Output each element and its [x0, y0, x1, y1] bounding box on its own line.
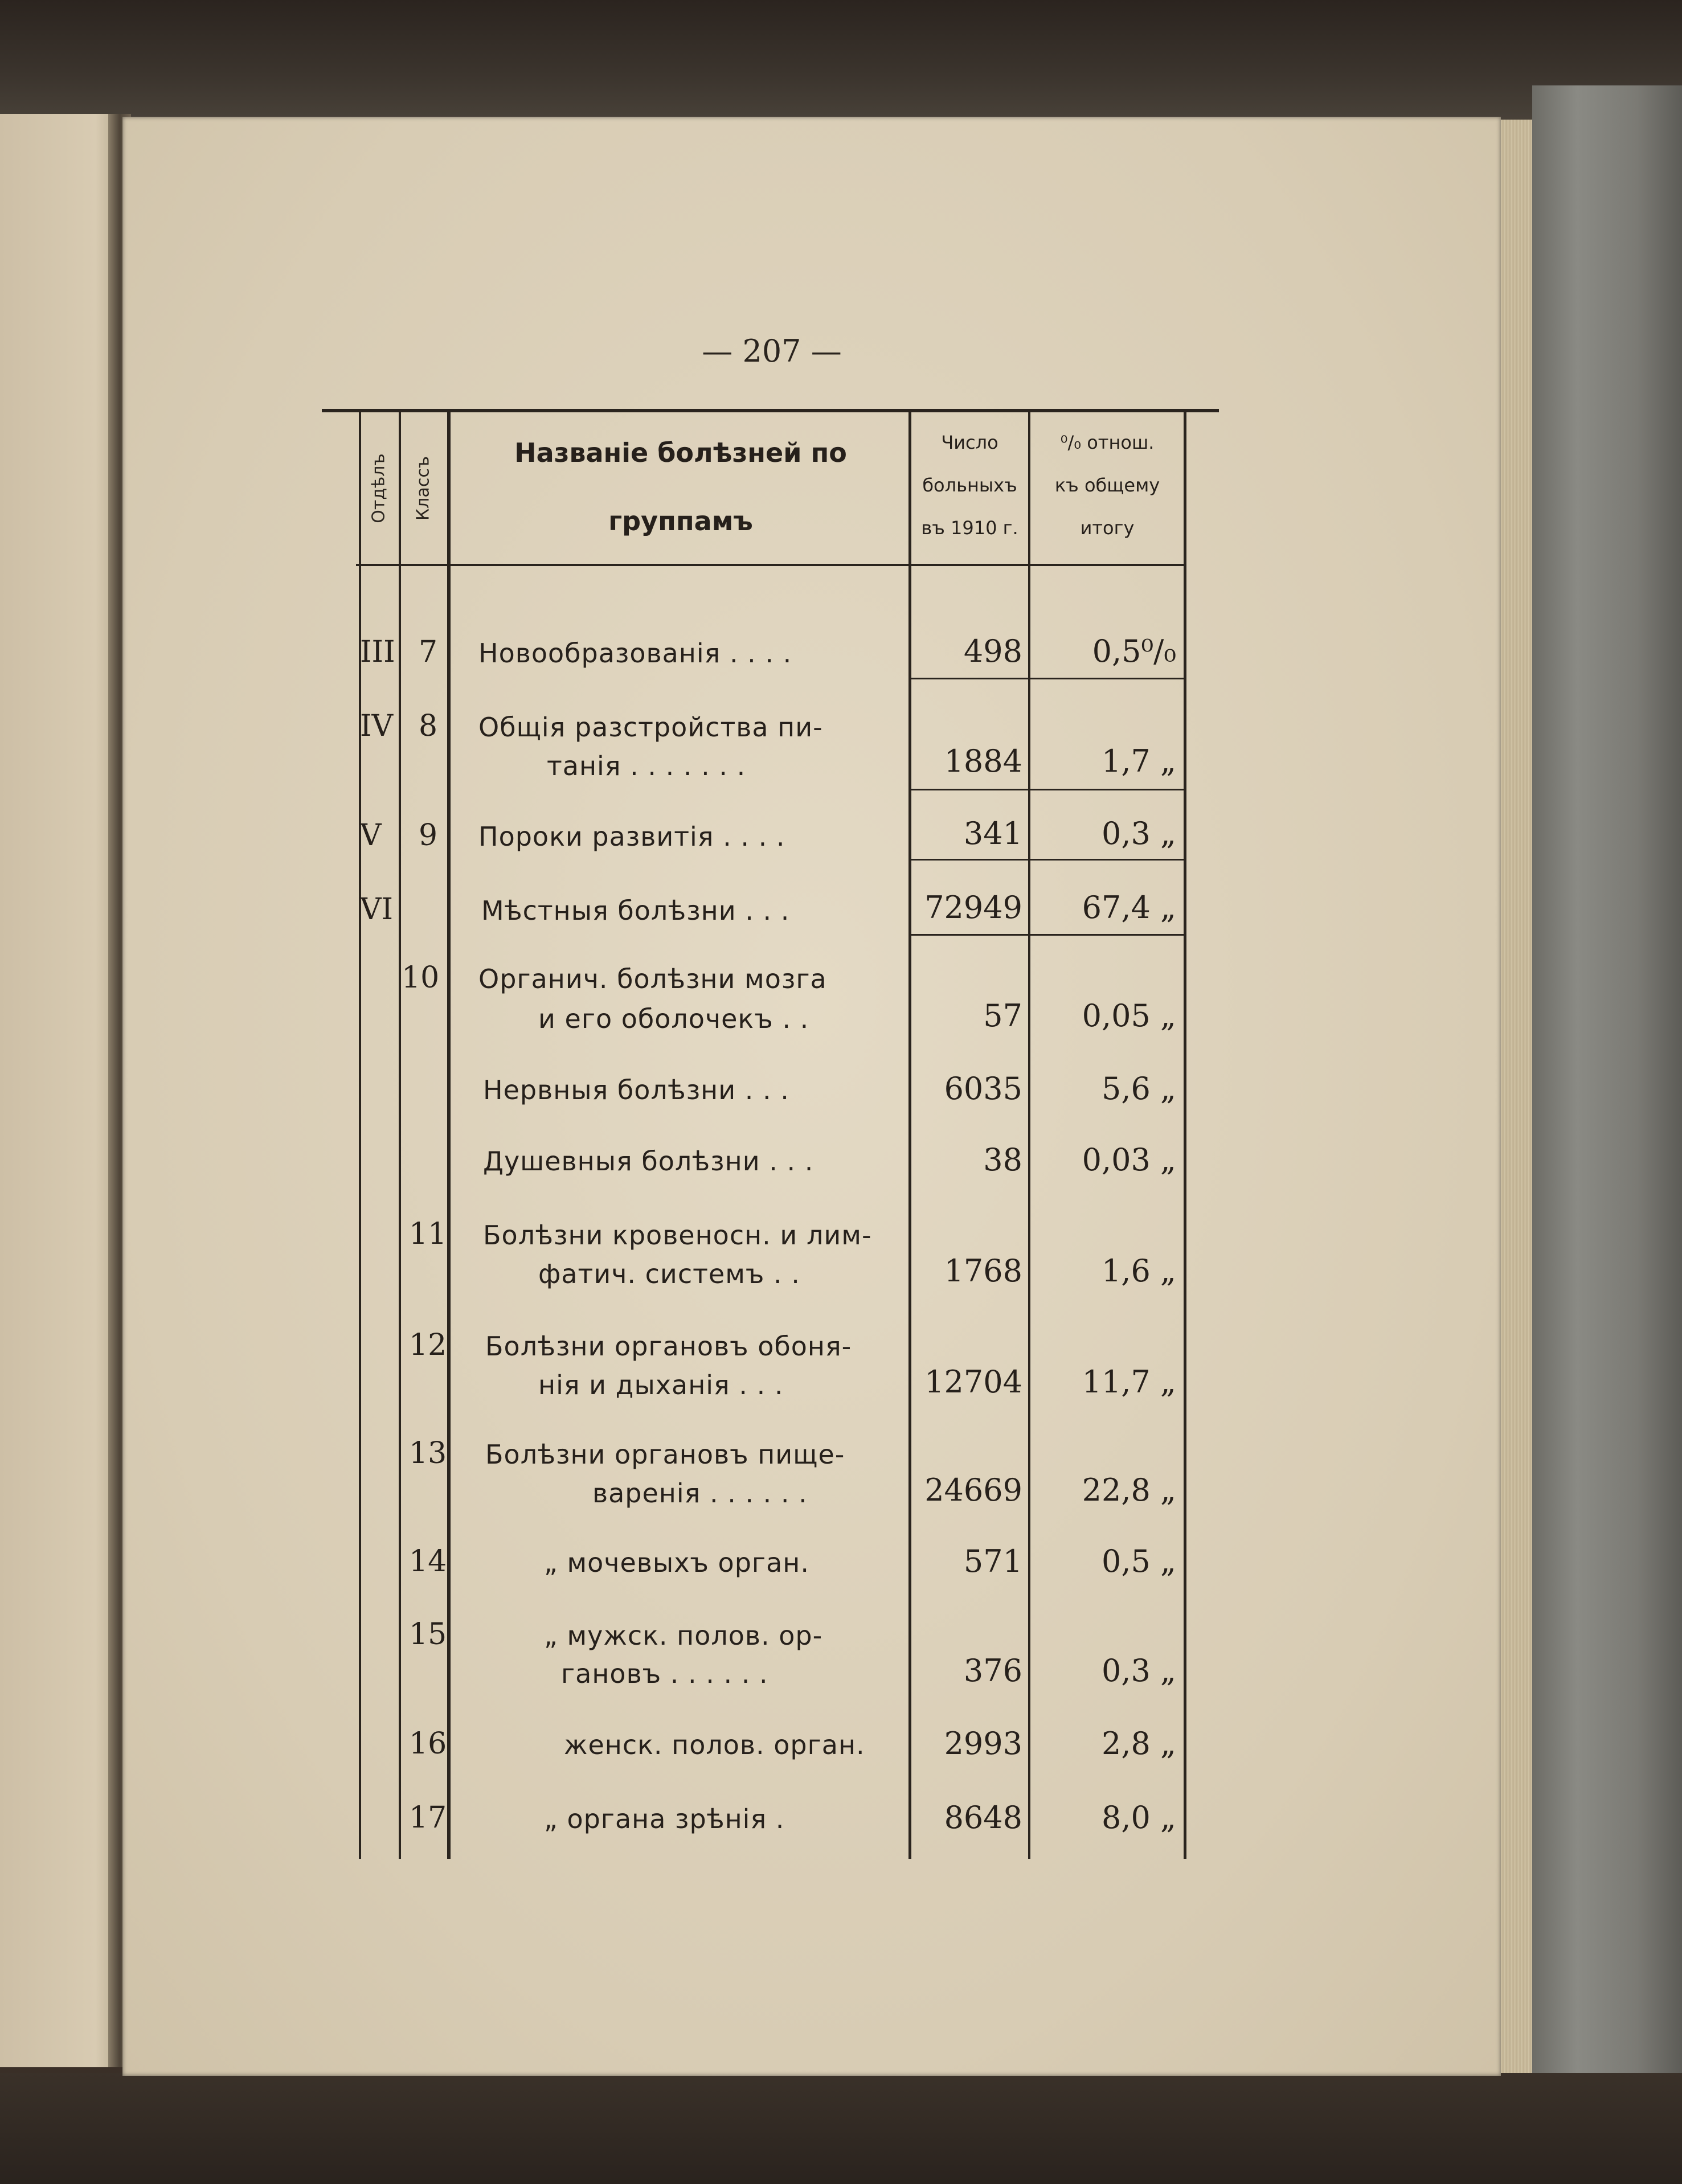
row-percent: 0,3 „ [1101, 816, 1176, 851]
header-bottom-rule [356, 564, 1185, 566]
row-patient-count: 1884 [944, 743, 1022, 779]
table-right-border [1184, 412, 1186, 1859]
row-disease-name: Пороки развитія . . . . [478, 821, 785, 852]
row-percent: 0,03 „ [1082, 1142, 1176, 1178]
row-percent: 0,5⁰/₀ [1092, 633, 1176, 669]
row-patient-count: 12704 [924, 1364, 1022, 1400]
row-disease-name: Общія разстройства пи- [478, 712, 823, 743]
row-percent: 5,6 „ [1101, 1071, 1176, 1107]
row-patient-count: 6035 [944, 1071, 1022, 1107]
row-patient-count: 8648 [944, 1800, 1022, 1835]
column-divider-count [1028, 412, 1030, 1859]
row-patient-count: 38 [983, 1142, 1022, 1178]
row-disease-name-cont: гановъ . . . . . . [561, 1658, 768, 1689]
row-percent: 22,8 „ [1082, 1472, 1176, 1508]
book-cover-right [1532, 85, 1682, 2136]
book-cover-top [0, 0, 1682, 125]
row-disease-name: Новообразованія . . . . [478, 638, 792, 669]
left-page-edge [0, 114, 120, 2067]
header-otdel: Отдѣлъ [369, 453, 389, 523]
page-number: — 207 — [702, 333, 842, 369]
row-klass: 13 [409, 1436, 447, 1470]
header-pct-line3: итогу [1080, 517, 1135, 539]
row-underline [911, 678, 1184, 679]
header-name-line2: группамъ [608, 506, 753, 536]
row-otdel: VI [360, 892, 394, 927]
row-otdel: V [360, 818, 382, 853]
row-percent: 11,7 „ [1082, 1364, 1176, 1400]
book-cover-bottom [0, 2073, 1682, 2184]
row-patient-count: 72949 [924, 890, 1022, 925]
row-percent: 0,05 „ [1082, 998, 1176, 1034]
row-underline [911, 789, 1184, 790]
page-edges [1498, 120, 1532, 2079]
row-disease-name-cont: варенія . . . . . . [592, 1478, 808, 1509]
header-pct-line2: къ общему [1054, 474, 1160, 496]
row-klass: 9 [419, 818, 438, 853]
row-disease-name-cont: фатич. системъ . . [538, 1259, 800, 1289]
row-klass: 17 [409, 1801, 447, 1835]
row-patient-count: 341 [963, 816, 1022, 851]
row-klass: 15 [409, 1617, 447, 1652]
row-patient-count: 498 [963, 633, 1022, 669]
row-disease-name: „ мочевыхъ орган. [544, 1547, 809, 1578]
header-name-line1: Названіе болѣзней по [514, 437, 847, 468]
row-disease-name-cont: танія . . . . . . . [547, 751, 746, 781]
header-count-line3: въ 1910 г. [921, 517, 1018, 539]
row-klass: 8 [419, 709, 438, 743]
row-patient-count: 1768 [944, 1253, 1022, 1289]
row-percent: 8,0 „ [1101, 1800, 1176, 1835]
row-klass: 10 [402, 961, 440, 995]
row-disease-name: Болѣзни кровеносн. и лим- [483, 1220, 872, 1251]
row-disease-name: Болѣзни органовъ обоня- [485, 1331, 852, 1362]
row-disease-name-cont: и его оболочекъ . . [538, 1003, 809, 1034]
row-patient-count: 2993 [944, 1726, 1022, 1761]
row-disease-name: Органич. болѣзни мозга [478, 964, 827, 994]
row-percent: 1,7 „ [1101, 743, 1176, 779]
row-klass: 14 [409, 1544, 447, 1579]
row-otdel: IV [360, 709, 394, 743]
row-disease-name: „ мужск. полов. ор- [544, 1620, 823, 1651]
row-percent: 67,4 „ [1082, 890, 1176, 925]
column-divider-klass [447, 412, 451, 1859]
row-patient-count: 571 [963, 1543, 1022, 1579]
row-klass: 12 [409, 1328, 447, 1362]
row-disease-name: женск. полов. орган. [564, 1730, 865, 1760]
table-left-border [359, 412, 361, 1859]
row-disease-name: Мѣстныя болѣзни . . . [481, 895, 790, 926]
row-disease-name: „ органа зрѣнія . [544, 1804, 785, 1834]
column-divider-name [908, 412, 911, 1859]
row-patient-count: 57 [983, 998, 1022, 1034]
row-percent: 0,5 „ [1101, 1543, 1176, 1579]
header-count-line2: больныхъ [922, 474, 1017, 496]
row-otdel: III [360, 635, 395, 669]
column-divider-otdel [399, 412, 401, 1859]
row-disease-name: Болѣзни органовъ пище- [485, 1439, 845, 1470]
header-pct-line1: ⁰/₀ отнош. [1060, 432, 1155, 453]
row-disease-name: Нервныя болѣзни . . . [483, 1075, 789, 1105]
row-underline [911, 934, 1184, 936]
row-klass: 16 [409, 1727, 447, 1761]
table-top-rule [322, 409, 1219, 412]
row-patient-count: 376 [963, 1653, 1022, 1689]
row-disease-name-cont: нія и дыханія . . . [538, 1370, 784, 1400]
row-percent: 2,8 „ [1101, 1726, 1176, 1761]
row-patient-count: 24669 [924, 1472, 1022, 1508]
row-klass: 11 [409, 1217, 447, 1251]
row-percent: 0,3 „ [1101, 1653, 1176, 1689]
header-klass: Классъ [413, 456, 433, 521]
row-underline [911, 859, 1184, 861]
row-klass: 7 [419, 635, 438, 669]
header-count-line1: Число [941, 432, 998, 453]
row-percent: 1,6 „ [1101, 1253, 1176, 1289]
row-disease-name: Душевныя болѣзни . . . [483, 1146, 814, 1177]
